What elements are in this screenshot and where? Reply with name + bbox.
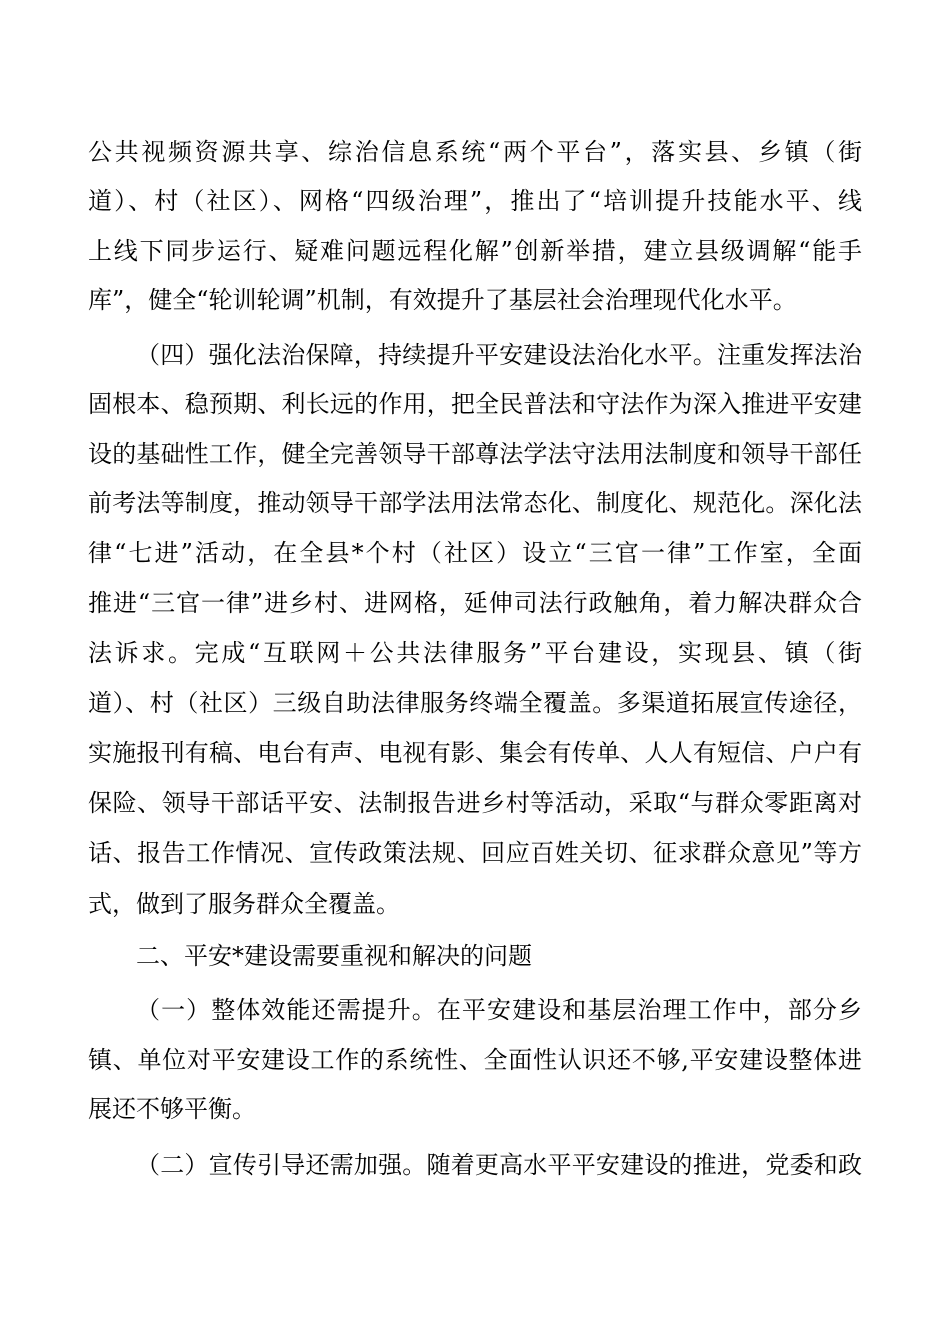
section-heading-paragraph: （四）强化法治保障，持续提升平安建设法治化水平。注重发挥法治: [136, 341, 862, 369]
text-line: 道）、村（社区）三级自助法律服务终端全覆盖。多渠道拓展宣传途径，: [88, 689, 862, 717]
text-line: 保险、领导干部话平安、法制报告进乡村等活动，采取“与群众零距离对: [88, 789, 862, 817]
text-line: 设的基础性工作，健全完善领导干部尊法学法守法用法制度和领导干部任: [88, 440, 862, 468]
text-line: 上线下同步运行、疑难问题远程化解”创新举措，建立县级调解“能手: [88, 237, 862, 265]
text-line: 式，做到了服务群众全覆盖。: [88, 890, 400, 918]
text-line: 公共视频资源共享、综治信息系统“两个平台”，落实县、乡镇（街: [88, 138, 862, 166]
text-line: 道）、村（社区）、网格“四级治理”，推出了“培训提升技能水平、线: [88, 187, 862, 215]
text-line: 实施报刊有稿、电台有声、电视有影、集会有传单、人人有短信、户户有: [88, 739, 862, 767]
text-line: 库”，健全“轮训轮调”机制，有效提升了基层社会治理现代化水平。: [88, 286, 797, 314]
subsection-paragraph: （二）宣传引导还需加强。随着更高水平平安建设的推进，党委和政: [136, 1151, 862, 1179]
section-heading: 二、平安*建设需要重视和解决的问题: [136, 942, 532, 970]
text-line: 推进“三官一律”进乡村、进网格，延伸司法行政触角，着力解决群众合: [88, 589, 862, 617]
text-line: 镇、单位对平安建设工作的系统性、全面性认识还不够,平安建设整体进: [88, 1046, 862, 1074]
text-line: 话、报告工作情况、宣传政策法规、回应百姓关切、征求群众意见”等方: [88, 839, 862, 867]
text-line: 固根本、稳预期、利长远的作用，把全民普法和守法作为深入推进平安建: [88, 390, 862, 418]
text-line: 法诉求。完成“互联网＋公共法律服务”平台建设，实现县、镇（街: [88, 639, 862, 667]
text-line: 律“七进”活动，在全县*个村（社区）设立“三官一律”工作室，全面: [88, 539, 862, 567]
text-line: 展还不够平衡。: [88, 1095, 256, 1123]
subsection-paragraph: （一）整体效能还需提升。在平安建设和基层治理工作中，部分乡: [136, 996, 862, 1024]
text-line: 前考法等制度，推动领导干部学法用法常态化、制度化、规范化。深化法: [88, 489, 862, 517]
